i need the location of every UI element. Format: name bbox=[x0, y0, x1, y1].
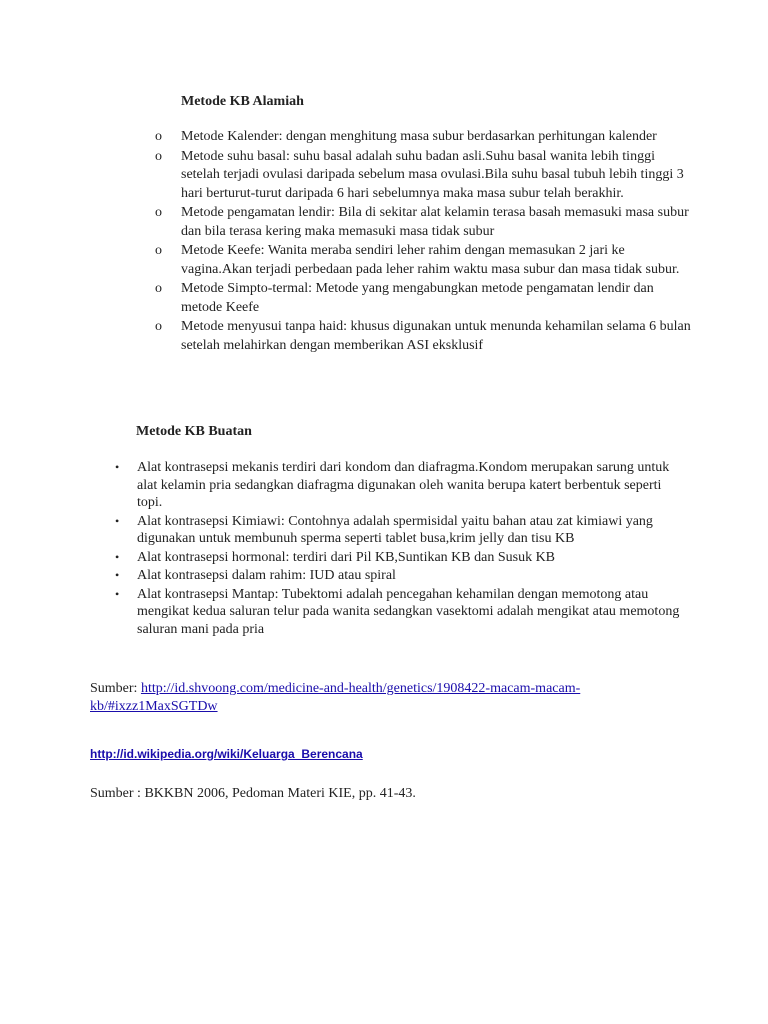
list-kb-alamiah bbox=[155, 128, 695, 356]
circle-bullet-icon: o bbox=[155, 148, 162, 164]
list-kb-buatan bbox=[113, 459, 683, 639]
list-item bbox=[113, 549, 683, 567]
list-item-text: Metode menyusui tanpa haid: khusus digunakan untuk menunda kehamilan selama 6 bulan setelah melahirkan dengan memberikan ASI eksklusif bbox=[181, 319, 691, 353]
section-title-kb-alamiah: Metode KB Alamiah bbox=[181, 94, 304, 109]
list-item bbox=[155, 148, 695, 204]
section-title-kb-buatan: Metode KB Buatan bbox=[136, 424, 252, 439]
list-item-text: Alat kontrasepsi mekanis terdiri dari kondom dan diafragma.Kondom merupakan sarung untuk alat kelamin pria sedangkan diafragma digunakan oleh wanita berupa katert berbentuk seperti topi. bbox=[137, 460, 670, 510]
list-item bbox=[155, 128, 695, 147]
source-label: Sumber: bbox=[90, 681, 141, 696]
list-item bbox=[155, 204, 695, 241]
list-item-text: Alat kontrasepsi Mantap: Tubektomi adalah pencegahan kehamilan dengan memotong atau mengikat kedua saluran telur pada wanita sedangkan vasektomi adalah mengikat atau memotong saluran mani pada pria bbox=[137, 586, 680, 637]
circle-bullet-icon: o bbox=[155, 129, 162, 144]
list-item-text: Metode pengamatan lendir: Bila di sekitar alat kelamin terasa basah memasuki masa subur dan bila terasa kering maka memasuki masa tidak subur bbox=[181, 205, 689, 239]
shvoong-link[interactable]: http://id.shvoong.com/medicine-and-health/genetics/1908422-macam-macam-kb/#ixzz1MaxSGTDw bbox=[90, 681, 581, 714]
circle-bullet-icon: o bbox=[155, 243, 162, 258]
list-item-text: Metode Kalender: dengan menghitung masa subur berdasarkan perhitungan kalender bbox=[181, 129, 657, 144]
list-item bbox=[155, 318, 695, 355]
list-item bbox=[113, 586, 683, 639]
source-wikipedia bbox=[90, 747, 363, 761]
circle-bullet-icon: o bbox=[155, 281, 162, 296]
bullet-icon: • bbox=[115, 549, 120, 564]
list-item-text: Alat kontrasepsi hormonal: terdiri dari Pil KB,Suntikan KB dan Susuk KB bbox=[137, 549, 556, 565]
list-item bbox=[155, 242, 695, 279]
list-item-text: Metode Simpto-termal: Metode yang mengabungkan metode pengamatan lendir dan metode Keefe bbox=[181, 281, 654, 315]
circle-bullet-icon: o bbox=[155, 205, 162, 220]
bullet-icon: • bbox=[115, 460, 120, 474]
bullet-icon: • bbox=[115, 586, 120, 601]
list-item-text: Alat kontrasepsi dalam rahim: IUD atau spiral bbox=[137, 568, 396, 583]
list-item bbox=[113, 459, 683, 512]
list-item-text: Metode suhu basal: suhu basal adalah suhu badan asli.Suhu basal wanita lebih tinggi setelah terjadi ovulasi daripada sebelum masa ovulasi.Bila suhu basal tubuh lebih tinggi 3 hari berturut-turut daripada 6 hari sebelumnya maka masa subur telah berakhir. bbox=[181, 148, 684, 201]
list-item-text: Metode Keefe: Wanita meraba sendiri leher rahim dengan memasukan 2 jari ke vagina.Akan terjadi perbedaan pada leher rahim waktu masa subur dan masa tidak subur. bbox=[181, 243, 680, 277]
wikipedia-link[interactable]: http://id.wikipedia.org/wiki/Keluarga_Berencana bbox=[90, 747, 363, 761]
circle-bullet-icon: o bbox=[155, 319, 162, 334]
bullet-icon: • bbox=[115, 568, 120, 582]
list-item bbox=[113, 513, 683, 548]
bullet-icon: • bbox=[115, 513, 120, 528]
source-bkkbn: Sumber : BKKBN 2006, Pedoman Materi KIE, pp. 41-43. bbox=[90, 786, 416, 801]
list-item bbox=[113, 567, 683, 585]
list-item-text: Alat kontrasepsi Kimiawi: Contohnya adalah spermisidal yaitu bahan atau zat kimiawi yang digunakan untuk membunuh sperma seperti tablet busa,krim jelly dan tisu KB bbox=[137, 513, 653, 546]
source-shvoong bbox=[90, 680, 650, 716]
list-item bbox=[155, 280, 695, 317]
